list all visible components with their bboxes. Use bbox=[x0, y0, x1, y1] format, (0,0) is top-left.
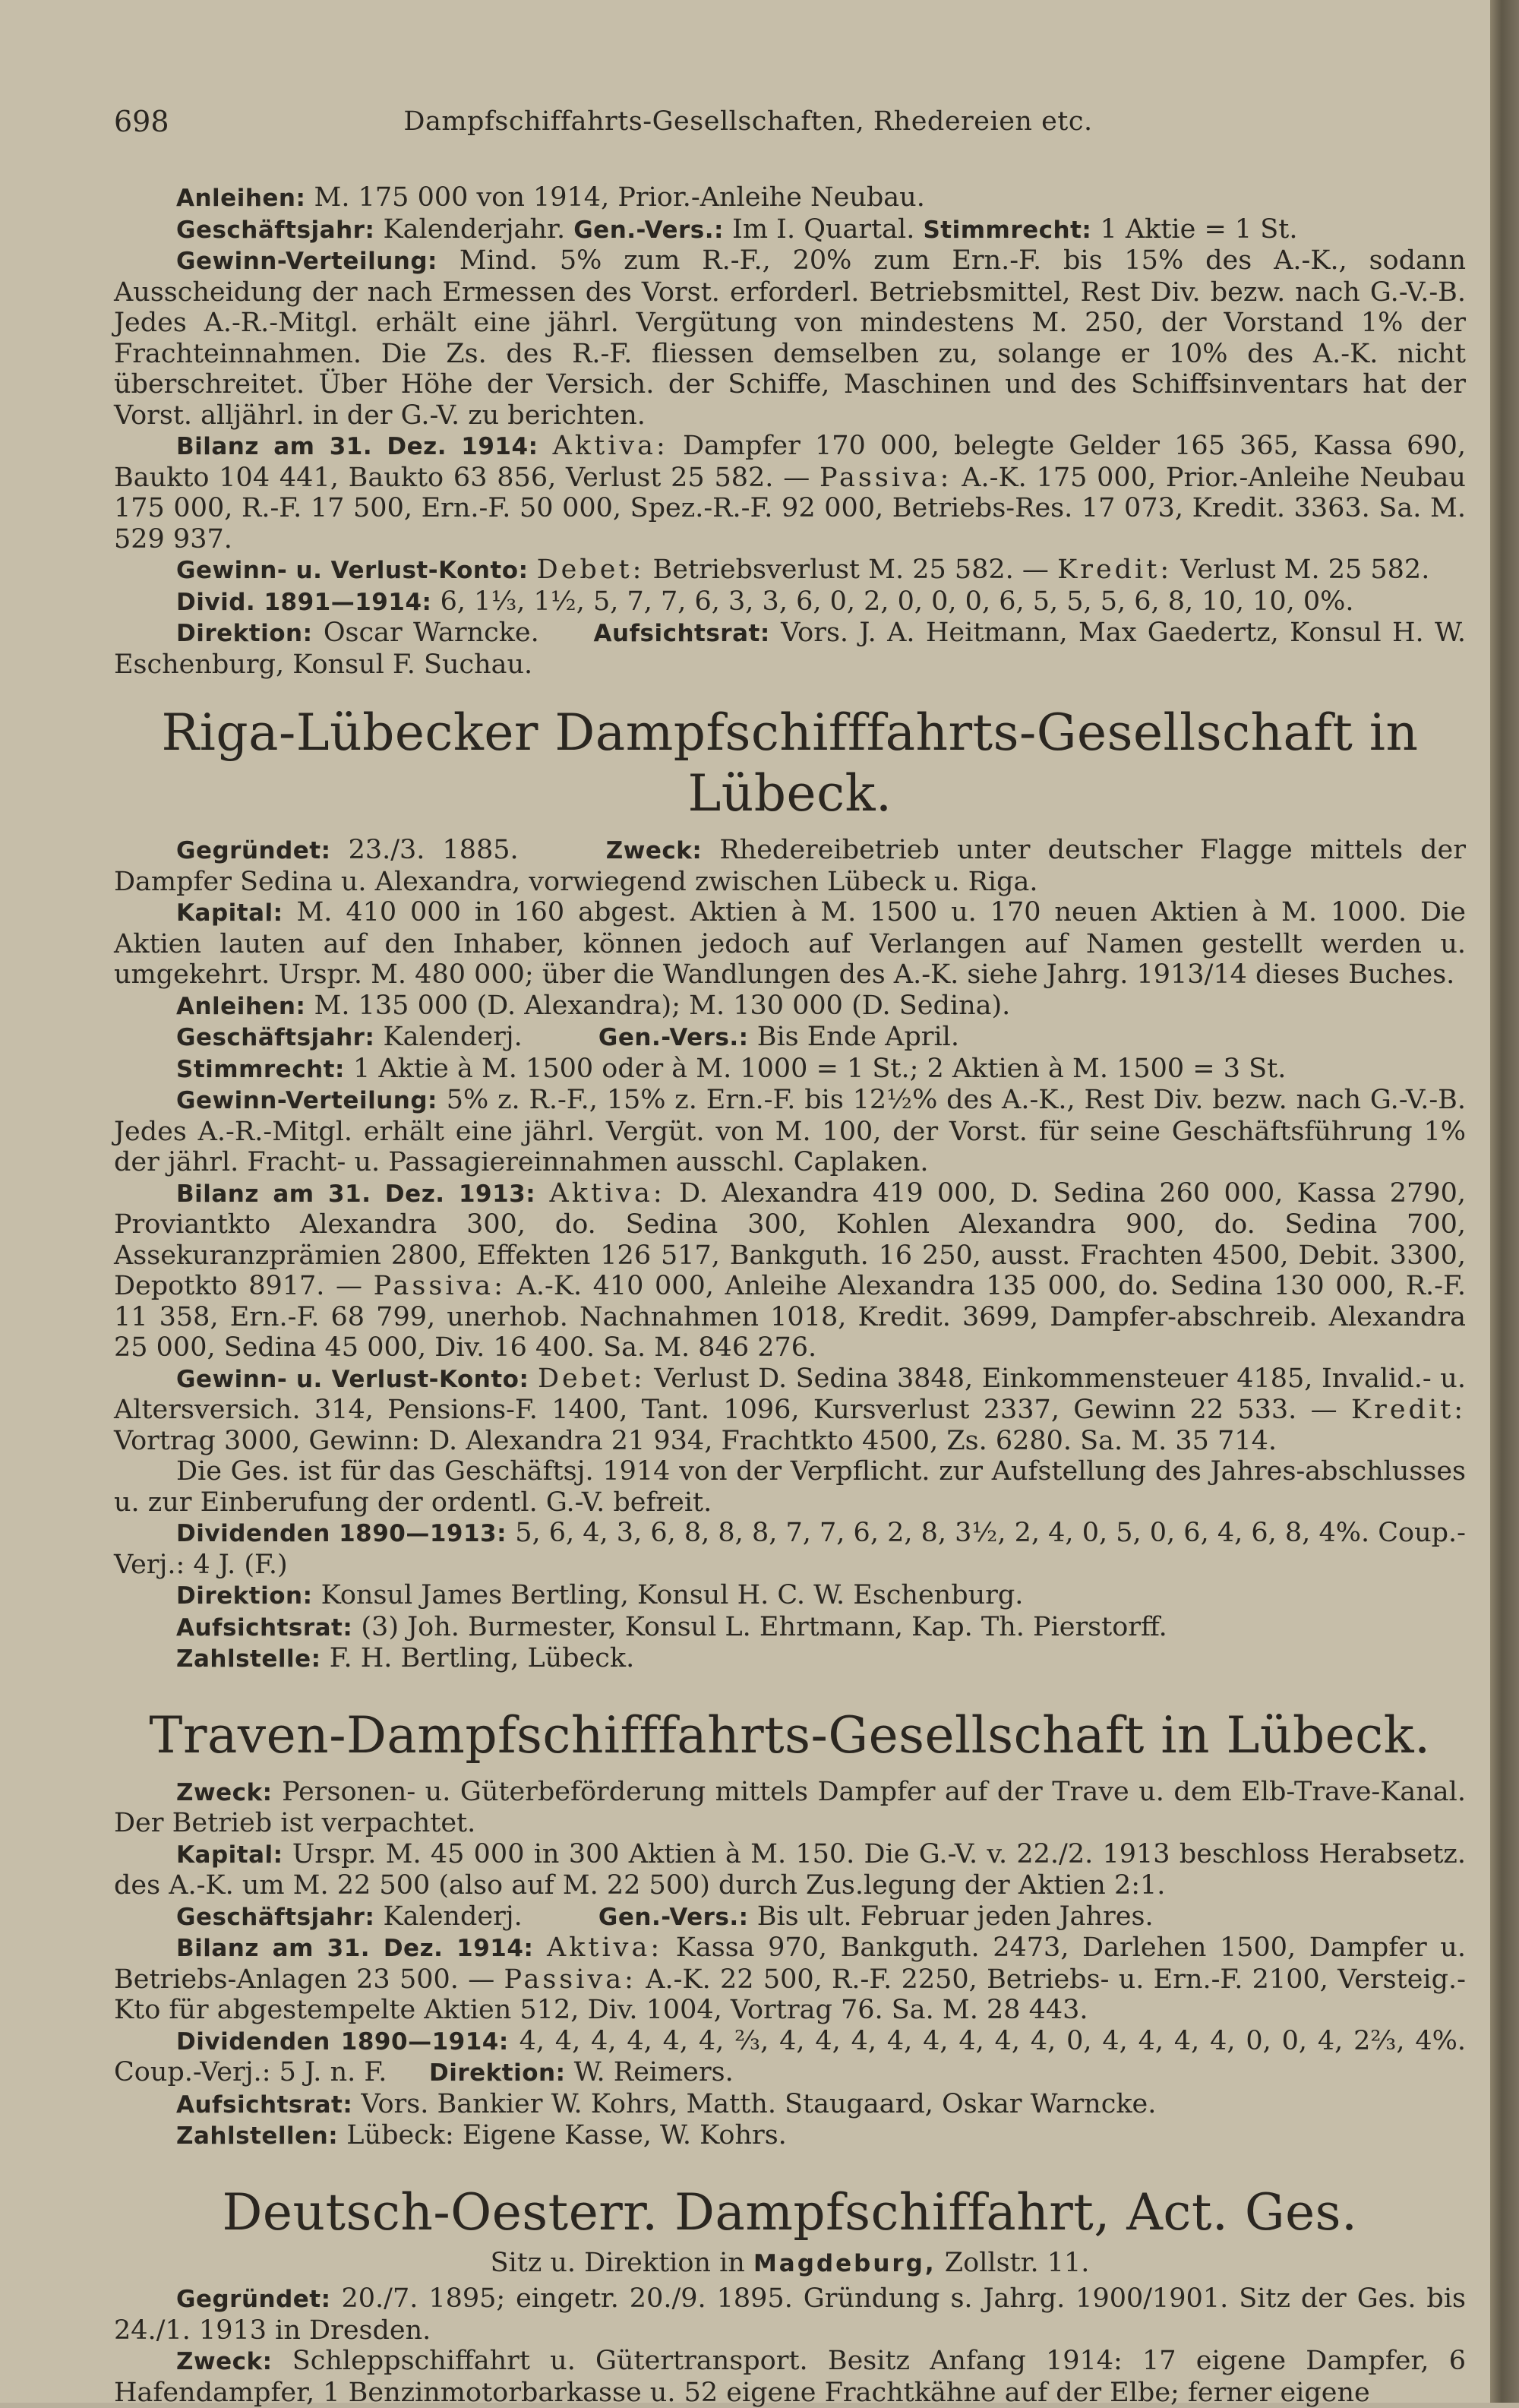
text: 6, 1⅓, 1½, 5, 7, 7, 6, 3, 3, 6, 0, 2, 0, 0, 0, 6, 5, 5, 5, 6, 8, 10, 10, 0%. bbox=[440, 586, 1354, 617]
label-aktiva: Aktiva: bbox=[549, 1177, 665, 1209]
label-aktiva: Aktiva: bbox=[546, 1932, 663, 1963]
text: Bis Ende April. bbox=[756, 1022, 959, 1052]
label-direktion: Direktion: bbox=[428, 2059, 566, 2087]
gv-konto-para bbox=[114, 1364, 1466, 1457]
zweck-para bbox=[114, 2346, 1466, 2408]
text: Urspr. M. 45 000 in 300 Aktien à M. 150. Die G.-V. v. 22./2. 1913 beschloss Herabsetz. des A.-K. um M. 22 500 (also auf M. 22 500) durch Zus.legung der Aktien 2:1. bbox=[114, 1838, 1466, 1901]
label-geschaeftsjahr: Geschäftsjahr: bbox=[176, 1903, 375, 1931]
label-passiva: Passiva: bbox=[820, 462, 952, 493]
text: Sitz u. Direktion in bbox=[490, 2247, 745, 2278]
dividenden-para bbox=[114, 586, 1466, 618]
label-stimmrecht: Stimmrecht: bbox=[176, 1055, 345, 1083]
label-geschaeftsjahr: Geschäftsjahr: bbox=[176, 216, 375, 244]
document-page bbox=[114, 106, 1466, 2408]
text: Bis ult. Februar jeden Jahres. bbox=[756, 1901, 1154, 1932]
text: Verlust D. Sedina 3848, Einkommensteuer 4185, Invalid.- u. Altersversich. 314, Pensions-F. 1400, Tant. 1096, Kursverlust 2337, Gewinn 22 533. — bbox=[114, 1363, 1466, 1425]
label-kredit: Kredit: bbox=[1350, 1395, 1466, 1425]
label-zahlstellen: Zahlstellen: bbox=[176, 2122, 339, 2150]
label-divid: Divid. 1891—1914: bbox=[176, 588, 432, 616]
text: A.-K. 410 000, Anleihe Alexandra 135 000, do. Sedina 130 000, R.-F. 11 358, Ern.-F. 68 799, unerhob. Nachnahmen 1018, Kredit. 3699, Dampfer-abschreib. Alexandra 25 000, Sedina 45 000, Div. 16 400. Sa. M. 846 276. bbox=[114, 1271, 1466, 1363]
dividenden-para bbox=[114, 1518, 1466, 1580]
label-kredit: Kredit: bbox=[1057, 555, 1173, 585]
text: M. 135 000 (D. Alexandra); M. 130 000 (D. Sedina). bbox=[314, 990, 1011, 1021]
text: M. 175 000 von 1914, Prior.-Anleihe Neubau. bbox=[314, 182, 925, 213]
label-direktion: Direktion: bbox=[176, 620, 313, 647]
gewinnverteilung-para bbox=[114, 1085, 1466, 1178]
section-title-deutsch-oesterr: Deutsch-Oesterr. Dampfschiffahrt, Act. Ges. bbox=[222, 2182, 1358, 2242]
text: Vortrag 3000, Gewinn: D. Alexandra 21 934, Frachtkto 4500, Zs. 6280. Sa. M. 35 714. bbox=[114, 1425, 1277, 1456]
label-bilanz: Bilanz am 31. Dez. 1914: bbox=[176, 433, 538, 460]
label-zweck: Zweck: bbox=[176, 1778, 273, 1806]
label-aktiva: Aktiva: bbox=[552, 431, 668, 461]
text: Schleppschiffahrt u. Gütertransport. Besitz Anfang 1914: 17 eigene Dampfer, 6 Hafendampfer, 1 Benzinmotorbarkasse u. 52 eigene Frachtkähne auf der Elbe; ferner eigene bbox=[114, 2346, 1466, 2408]
text: Konsul James Bertling, Konsul H. C. W. Eschenburg. bbox=[321, 1580, 1024, 1610]
label-stimmrecht: Stimmrecht: bbox=[923, 216, 1092, 244]
gv-konto-para bbox=[114, 555, 1466, 586]
label-gegruendet: Gegründet: bbox=[176, 2286, 331, 2313]
direktion-para bbox=[114, 618, 1466, 680]
text: Lübeck: Eigene Kasse, W. Kohrs. bbox=[346, 2120, 787, 2150]
direktion-para bbox=[114, 1580, 1466, 1612]
label-gewinnverteilung: Gewinn-Verteilung: bbox=[176, 248, 437, 275]
stimmrecht-para bbox=[114, 1054, 1466, 1085]
label-bilanz: Bilanz am 31. Dez. 1913: bbox=[176, 1180, 536, 1208]
dividenden-para bbox=[114, 2026, 1466, 2089]
text: Betriebsverlust M. 25 582. — bbox=[652, 555, 1049, 585]
running-title: Dampfschiffahrts-Gesellschaften, Rhedereien etc. bbox=[403, 106, 1093, 137]
label-aufsichtsrat: Aufsichtsrat: bbox=[593, 620, 770, 647]
text: A.-K. 22 500, R.-F. 2250, Betriebs- u. Ern.-F. 2100, Versteig.-Kto für abgestempelte Aktien 512, Div. 1004, Vortrag 76. Sa. M. 28 443. bbox=[114, 1964, 1466, 2025]
text: Kalenderj. bbox=[383, 1901, 523, 1932]
kapital-para bbox=[114, 1839, 1466, 1901]
geschaeftsjahr-line bbox=[114, 214, 1466, 246]
text: W. Reimers. bbox=[573, 2057, 734, 2087]
text: 23./3. 1885. bbox=[348, 835, 519, 865]
label-aufsichtsrat: Aufsichtsrat: bbox=[176, 2090, 353, 2119]
anleihen-para bbox=[114, 991, 1466, 1022]
label-genvers: Gen.-Vers.: bbox=[573, 216, 724, 244]
label-anleihen: Anleihen: bbox=[176, 185, 306, 212]
bilanz-para bbox=[114, 1932, 1466, 2026]
label-zahlstelle: Zahlstelle: bbox=[176, 1645, 321, 1673]
label-kapital: Kapital: bbox=[176, 899, 283, 927]
text: Im I. Quartal. bbox=[732, 213, 915, 245]
label-dividenden: Dividenden 1890—1913: bbox=[176, 1520, 507, 1547]
text: Personen- u. Güterbeförderung mittels Dampfer auf der Trave u. dem Elb-Trave-Kanal. Der Betrieb ist verpachtet. bbox=[114, 1776, 1466, 1838]
label-anleihen: Anleihen: bbox=[176, 992, 306, 1020]
bilanz-para bbox=[114, 1178, 1466, 1364]
label-gewinnverteilung: Gewinn-Verteilung: bbox=[176, 1087, 437, 1114]
page-number: 698 bbox=[114, 105, 169, 138]
text: Vors. J. A. Heitmann, Max Gaedertz, Konsul H. W. Eschenburg, Konsul F. Suchau. bbox=[114, 618, 1466, 680]
text: 5, 6, 4, 3, 6, 8, 8, 8, 7, 7, 6, 2, 8, 3½, 2, 4, 0, 5, 0, 6, 4, 6, 8, 4%. Coup.-Verj.: 4 J. (F.) bbox=[114, 1518, 1466, 1580]
text: 20./7. 1895; eingetr. 20./9. 1895. Gründung s. Jahrg. 1900/1901. Sitz der Ges. bis 24./1. 1913 in Dresden. bbox=[114, 2283, 1466, 2346]
label-genvers: Gen.-Vers.: bbox=[598, 1024, 749, 1051]
text: (3) Joh. Burmester, Konsul L. Ehrtmann, Kap. Th. Pierstorff. bbox=[361, 1611, 1167, 1642]
page-header bbox=[114, 106, 1466, 144]
label-gegruendet: Gegründet: bbox=[176, 837, 331, 864]
label-dividenden: Dividenden 1890—1914: bbox=[176, 2027, 509, 2056]
label-gv-konto: Gewinn- u. Verlust-Konto: bbox=[176, 557, 529, 584]
geschaeftsjahr-para bbox=[114, 1022, 1466, 1054]
gegruendet-para bbox=[114, 835, 1466, 897]
text: Kassa 970, Bankguth. 2473, Darlehen 1500, Dampfer u. Betriebs-Anlagen 23 500. — bbox=[114, 1932, 1466, 1995]
text: Kalenderjahr. bbox=[383, 213, 566, 245]
label-bilanz: Bilanz am 31. Dez. 1914: bbox=[176, 1935, 534, 1962]
book-edge bbox=[1490, 0, 1519, 2403]
city: Magdeburg, bbox=[753, 2249, 936, 2277]
note-para bbox=[114, 1456, 1466, 1518]
label-direktion: Direktion: bbox=[176, 1582, 313, 1610]
label-zweck: Zweck: bbox=[605, 837, 703, 864]
section-title-traven: Traven-Dampfschifffahrts-Gesellschaft in Lübeck. bbox=[149, 1705, 1431, 1765]
text: Die Ges. ist für das Geschäftsj. 1914 von der Verpflicht. zur Aufstellung des Jahres-abschlusses u. zur Einberufung der ordentl. G.-V. befreit. bbox=[114, 1456, 1466, 1518]
geschaeftsjahr-para bbox=[114, 1901, 1466, 1933]
text: A.-K. 175 000, Prior.-Anleihe Neubau 175 000, R.-F. 17 500, Ern.-F. 50 000, Spez.-R.-F. 92 000, Betriebs-Res. 17 073, Kredit. 3363. Sa. M. 529 937. bbox=[114, 462, 1466, 555]
aufsichtsrat-para bbox=[114, 1612, 1466, 1644]
gegruendet-para bbox=[114, 2283, 1466, 2346]
aufsichtsrat-para bbox=[114, 2089, 1466, 2121]
text: D. Alexandra 419 000, D. Sedina 260 000, Kassa 2790, Proviantkto Alexandra 300, do. Sedina 300, Kohlen Alexandra 900, do. Sedina 700, Assekuranzprämien 2800, Effekten 126 517, Bankguth. 16 250, ausst. Frachten 4500, Debit. 3300, Depotkto 8917. — bbox=[114, 1177, 1466, 1301]
anleihen-line bbox=[114, 182, 1466, 214]
text: 1 Aktie = 1 St. bbox=[1100, 213, 1298, 245]
label-zweck: Zweck: bbox=[176, 2348, 273, 2375]
text: 4, 4, 4, 4, 4, 4, ⅔, 4, 4, 4, 4, 4, 4, 4, 4, 0, 4, 4, 4, 4, 0, 0, 4, 2⅔, 4%. Coup.-Verj.: 5 J. n. F. bbox=[114, 2025, 1466, 2087]
text: Rhedereibetrieb unter deutscher Flagge mittels der Dampfer Sedina u. Alexandra, vorwiegend zwischen Lübeck u. Riga. bbox=[114, 835, 1466, 897]
bilanz-para bbox=[114, 431, 1466, 555]
label-genvers: Gen.-Vers.: bbox=[598, 1903, 749, 1931]
text: Mind. 5% zum R.-F., 20% zum Ern.-F. bis 15% des A.-K., sodann Ausscheidung der nach Ermessen des Vorst. erforderl. Betriebsmittel, Rest Div. bezw. nach G.-V.-B. Jedes A.-R.-Mitgl. erhält eine jährl. Vergütung von mindestens M. 250, der Vorstand 1% der Frachteinnahmen. Die Zs. des R.-F. fliessen demselben zu, solange er 10% des A.-K. nicht überschreitet. Über Höhe der Versich. der Schiffe, Maschinen und des Schiffsinventars hat der Vorst. alljährl. in der G.-V. zu berichten. bbox=[114, 245, 1466, 431]
text: Zollstr. 11. bbox=[944, 2247, 1090, 2278]
label-geschaeftsjahr: Geschäftsjahr: bbox=[176, 1024, 375, 1051]
gewinnverteilung-para bbox=[114, 245, 1466, 431]
label-aufsichtsrat: Aufsichtsrat: bbox=[176, 1613, 353, 1642]
text: Vors. Bankier W. Kohrs, Matth. Staugaard, Oskar Warncke. bbox=[361, 2088, 1157, 2119]
zweck-para bbox=[114, 1777, 1466, 1839]
label-kapital: Kapital: bbox=[176, 1841, 283, 1869]
label-passiva: Passiva: bbox=[504, 1964, 636, 1995]
text: 5% z. R.-F., 15% z. Ern.-F. bis 12½% des A.-K., Rest Div. bezw. nach G.-V.-B. Jedes A.-R.-Mitgl. erhält eine jährl. Vergüt. von M. 100, der Vorst. für seine Geschäftsführung 1% der jährl. Fracht- u. Passagiereinnahmen ausschl. Caplaken. bbox=[114, 1085, 1466, 1177]
label-debet: Debet: bbox=[537, 1363, 646, 1394]
text: M. 410 000 in 160 abgest. Aktien à M. 1500 u. 170 neuen Aktien à M. 1000. Die Aktien lauten auf den Inhaber, können jedoch auf Verlangen auf Namen gestellt werden u. umgekehrt. Urspr. M. 480 000; über die Wandlungen des A.-K. siehe Jahrg. 1913/14 dieses Buches. bbox=[114, 897, 1466, 990]
text: F. H. Bertling, Lübeck. bbox=[329, 1643, 635, 1673]
text: Oscar Warncke. bbox=[323, 618, 539, 648]
label-passiva: Passiva: bbox=[373, 1271, 506, 1301]
text: Verlust M. 25 582. bbox=[1180, 555, 1430, 585]
label-gv-konto: Gewinn- u. Verlust-Konto: bbox=[176, 1365, 529, 1393]
zahlstellen-para bbox=[114, 2120, 1466, 2152]
kapital-para bbox=[114, 897, 1466, 991]
text: Dampfer 170 000, belegte Gelder 165 365, Kassa 690, Baukto 104 441, Baukto 63 856, Verlust 25 582. — bbox=[114, 431, 1466, 493]
label-debet: Debet: bbox=[536, 555, 645, 585]
sitz-line bbox=[114, 2248, 1466, 2280]
section-title-riga: Riga-Lübecker Dampfschifffahrts-Gesellschaft in Lübeck. bbox=[161, 703, 1419, 823]
zahlstelle-para bbox=[114, 1643, 1466, 1675]
text: Kalenderj. bbox=[383, 1022, 523, 1052]
text: 1 Aktie à M. 1500 oder à M. 1000 = 1 St.; 2 Aktien à M. 1500 = 3 St. bbox=[353, 1053, 1287, 1084]
